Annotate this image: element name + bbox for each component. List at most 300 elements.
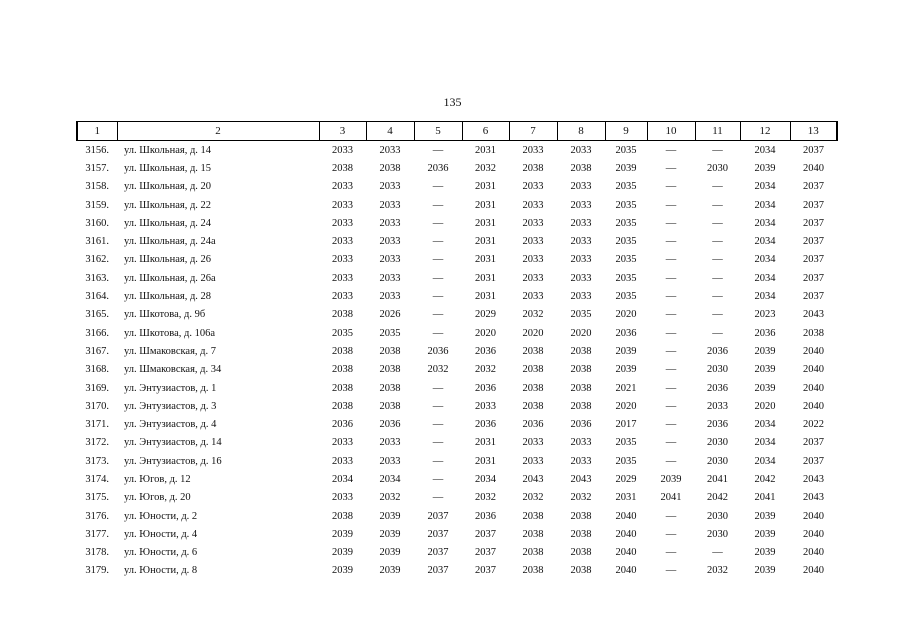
column-header-3: 3 bbox=[319, 122, 366, 141]
year-cell: — bbox=[665, 199, 677, 211]
table-row bbox=[77, 489, 837, 507]
year-cell: 2033 bbox=[379, 437, 401, 449]
year-cell: 2033 bbox=[570, 144, 592, 156]
year-cell: 2030 bbox=[707, 162, 728, 174]
year-cell: 2040 bbox=[803, 364, 824, 376]
table-row bbox=[77, 452, 837, 470]
year-cell: 2039 bbox=[754, 528, 776, 540]
year-cell: 2034 bbox=[475, 473, 496, 485]
year-cell: — bbox=[432, 291, 444, 303]
year-cell: 2040 bbox=[615, 528, 637, 540]
year-cell: 2039 bbox=[754, 547, 776, 559]
year-cell: 2042 bbox=[754, 473, 776, 485]
year-cell: 2020 bbox=[615, 309, 637, 321]
year-cell: 2035 bbox=[615, 437, 637, 449]
address-cell: ул. Энтузиастов, д. 1 bbox=[124, 382, 217, 394]
address-cell: ул. Школьная, д. 28 bbox=[124, 291, 212, 303]
year-cell: 2035 bbox=[615, 181, 637, 193]
year-cell: 2020 bbox=[522, 327, 544, 339]
year-cell: 2038 bbox=[570, 510, 592, 522]
address-cell: ул. Шмаковская, д. 34 bbox=[124, 364, 222, 376]
year-cell: 2035 bbox=[615, 455, 637, 467]
year-cell: 2036 bbox=[475, 419, 496, 431]
year-cell: 2043 bbox=[570, 473, 592, 485]
table-row bbox=[77, 178, 837, 196]
year-cell: 2039 bbox=[754, 565, 776, 577]
column-header-13: 13 bbox=[790, 122, 837, 141]
table-row bbox=[77, 196, 837, 214]
column-header-12: 12 bbox=[740, 122, 790, 141]
year-cell: — bbox=[665, 419, 677, 431]
year-cell: 2030 bbox=[707, 455, 728, 467]
year-cell: 2036 bbox=[615, 327, 637, 339]
table-row bbox=[77, 397, 837, 415]
year-cell: 2033 bbox=[570, 217, 592, 229]
year-cell: 2033 bbox=[332, 455, 353, 467]
table-row bbox=[77, 562, 837, 580]
year-cell: 2036 bbox=[707, 382, 728, 394]
year-cell: 2036 bbox=[475, 345, 496, 357]
row-number-cell: 3179. bbox=[85, 565, 109, 577]
year-cell: 2036 bbox=[707, 419, 728, 431]
year-cell: 2038 bbox=[570, 364, 592, 376]
year-cell: 2033 bbox=[332, 437, 353, 449]
year-cell: 2038 bbox=[570, 565, 592, 577]
year-cell: 2039 bbox=[754, 382, 776, 394]
address-cell: ул. Школьная, д. 15 bbox=[124, 162, 212, 174]
year-cell: 2038 bbox=[332, 309, 353, 321]
year-cell: 2038 bbox=[332, 400, 353, 412]
year-cell: 2040 bbox=[803, 528, 824, 540]
year-cell: 2026 bbox=[379, 309, 401, 321]
year-cell: — bbox=[432, 272, 444, 284]
year-cell: 2034 bbox=[332, 473, 353, 485]
row-number-cell: 3178. bbox=[85, 547, 109, 559]
year-cell: 2038 bbox=[522, 547, 544, 559]
year-cell: — bbox=[665, 565, 677, 577]
year-cell: — bbox=[665, 181, 677, 193]
table-row bbox=[77, 342, 837, 360]
year-cell: — bbox=[432, 473, 444, 485]
year-cell: — bbox=[665, 309, 677, 321]
year-cell: 2034 bbox=[754, 419, 776, 431]
year-cell: 2039 bbox=[754, 162, 776, 174]
table-row bbox=[77, 232, 837, 250]
address-cell: ул. Юности, д. 6 bbox=[124, 547, 198, 559]
year-cell: 2033 bbox=[332, 181, 353, 193]
year-cell: — bbox=[665, 510, 677, 522]
year-cell: — bbox=[432, 144, 444, 156]
year-cell: 2032 bbox=[475, 162, 496, 174]
table-row bbox=[77, 379, 837, 397]
column-header-9: 9 bbox=[605, 122, 647, 141]
data-table-container bbox=[76, 121, 838, 580]
year-cell: — bbox=[432, 236, 444, 248]
year-cell: 2033 bbox=[522, 199, 544, 211]
row-number-cell: 3166. bbox=[85, 327, 109, 339]
year-cell: 2038 bbox=[379, 364, 401, 376]
address-cell: ул. Школьная, д. 24 bbox=[124, 217, 212, 229]
column-header-10: 10 bbox=[647, 122, 695, 141]
table-row bbox=[77, 415, 837, 433]
year-cell: 2038 bbox=[522, 528, 544, 540]
header-row bbox=[77, 122, 837, 141]
row-number-cell: 3170. bbox=[85, 400, 109, 412]
year-cell: 2038 bbox=[570, 547, 592, 559]
year-cell: 2041 bbox=[660, 492, 682, 504]
year-cell: 2042 bbox=[707, 492, 728, 504]
year-cell: 2031 bbox=[475, 254, 496, 266]
year-cell: 2032 bbox=[707, 565, 728, 577]
year-cell: 2033 bbox=[379, 181, 401, 193]
year-cell: 2039 bbox=[332, 547, 353, 559]
address-cell: ул. Шкотова, д. 9б bbox=[124, 309, 206, 321]
column-header-6: 6 bbox=[462, 122, 509, 141]
address-cell: ул. Шкотова, д. 106а bbox=[124, 327, 215, 339]
year-cell: 2033 bbox=[522, 254, 544, 266]
year-cell: — bbox=[432, 455, 444, 467]
table-row bbox=[77, 544, 837, 562]
year-cell: 2043 bbox=[803, 492, 824, 504]
row-number-cell: 3173. bbox=[85, 455, 109, 467]
year-cell: 2035 bbox=[615, 144, 637, 156]
year-cell: 2035 bbox=[615, 291, 637, 303]
table-row bbox=[77, 361, 837, 379]
year-cell: 2035 bbox=[615, 199, 637, 211]
year-cell: 2040 bbox=[615, 547, 637, 559]
table-row bbox=[77, 324, 837, 342]
year-cell: — bbox=[665, 162, 677, 174]
year-cell: 2033 bbox=[332, 236, 353, 248]
table-row bbox=[77, 507, 837, 525]
year-cell: 2036 bbox=[379, 419, 401, 431]
year-cell: 2036 bbox=[522, 419, 544, 431]
year-cell: — bbox=[432, 199, 444, 211]
year-cell: 2033 bbox=[475, 400, 496, 412]
year-cell: 2038 bbox=[379, 162, 401, 174]
year-cell: — bbox=[712, 547, 723, 559]
row-number-cell: 3165. bbox=[85, 309, 109, 321]
address-cell: ул. Энтузиастов, д. 14 bbox=[124, 437, 222, 449]
year-cell: — bbox=[665, 364, 677, 376]
year-cell: 2033 bbox=[332, 272, 353, 284]
year-cell: — bbox=[712, 254, 723, 266]
year-cell: 2038 bbox=[379, 345, 401, 357]
table-row bbox=[77, 470, 837, 488]
year-cell: 2020 bbox=[615, 400, 637, 412]
address-cell: ул. Юности, д. 4 bbox=[124, 528, 198, 540]
year-cell: 2034 bbox=[754, 272, 776, 284]
year-cell: 2017 bbox=[615, 419, 637, 431]
year-cell: 2037 bbox=[803, 236, 824, 248]
year-cell: 2033 bbox=[707, 400, 728, 412]
year-cell: 2039 bbox=[379, 510, 401, 522]
year-cell: 2038 bbox=[522, 565, 544, 577]
table-body bbox=[77, 141, 837, 581]
address-cell: ул. Энтузиастов, д. 16 bbox=[124, 455, 222, 467]
year-cell: 2033 bbox=[522, 291, 544, 303]
year-cell: — bbox=[665, 272, 677, 284]
year-cell: — bbox=[712, 144, 723, 156]
year-cell: 2041 bbox=[754, 492, 776, 504]
year-cell: 2039 bbox=[332, 528, 353, 540]
year-cell: — bbox=[432, 217, 444, 229]
row-number-cell: 3171. bbox=[85, 419, 109, 431]
year-cell: 2040 bbox=[803, 400, 824, 412]
year-cell: 2040 bbox=[803, 162, 824, 174]
address-cell: ул. Энтузиастов, д. 3 bbox=[124, 400, 217, 412]
year-cell: 2033 bbox=[522, 217, 544, 229]
year-cell: — bbox=[432, 419, 444, 431]
year-cell: 2033 bbox=[332, 291, 353, 303]
year-cell: 2034 bbox=[754, 144, 776, 156]
address-cell: ул. Югов, д. 12 bbox=[124, 473, 191, 485]
year-cell: 2034 bbox=[754, 254, 776, 266]
row-number-cell: 3156. bbox=[85, 144, 109, 156]
table-row bbox=[77, 269, 837, 287]
year-cell: 2040 bbox=[803, 382, 824, 394]
year-cell: 2029 bbox=[475, 309, 496, 321]
year-cell: — bbox=[665, 217, 677, 229]
year-cell: 2037 bbox=[803, 455, 824, 467]
year-cell: 2038 bbox=[332, 510, 353, 522]
year-cell: 2033 bbox=[570, 291, 592, 303]
row-number-cell: 3177. bbox=[85, 528, 109, 540]
year-cell: 2034 bbox=[754, 199, 776, 211]
year-cell: 2039 bbox=[754, 345, 776, 357]
year-cell: 2040 bbox=[615, 565, 637, 577]
address-cell: ул. Шмаковская, д. 7 bbox=[124, 345, 217, 357]
row-number-cell: 3172. bbox=[85, 437, 109, 449]
year-cell: 2032 bbox=[570, 492, 592, 504]
year-cell: 2039 bbox=[615, 345, 637, 357]
year-cell: 2031 bbox=[475, 181, 496, 193]
year-cell: 2040 bbox=[803, 345, 824, 357]
year-cell: — bbox=[432, 492, 444, 504]
row-number-cell: 3159. bbox=[85, 199, 109, 211]
table-row bbox=[77, 306, 837, 324]
year-cell: 2033 bbox=[570, 199, 592, 211]
year-cell: 2036 bbox=[475, 510, 496, 522]
year-cell: — bbox=[432, 309, 444, 321]
address-cell: ул. Школьная, д. 26 bbox=[124, 254, 212, 266]
row-number-cell: 3164. bbox=[85, 291, 109, 303]
year-cell: 2041 bbox=[707, 473, 728, 485]
year-cell: — bbox=[712, 291, 723, 303]
year-cell: 2038 bbox=[332, 382, 353, 394]
year-cell: 2037 bbox=[427, 528, 449, 540]
year-cell: 2039 bbox=[379, 528, 401, 540]
year-cell: 2032 bbox=[379, 492, 401, 504]
year-cell: 2033 bbox=[570, 236, 592, 248]
year-cell: 2033 bbox=[379, 199, 401, 211]
year-cell: 2033 bbox=[332, 492, 353, 504]
year-cell: — bbox=[665, 345, 677, 357]
year-cell: 2031 bbox=[475, 272, 496, 284]
year-cell: 2038 bbox=[379, 382, 401, 394]
year-cell: 2040 bbox=[803, 510, 824, 522]
year-cell: 2023 bbox=[754, 309, 776, 321]
year-cell: 2037 bbox=[475, 528, 496, 540]
year-cell: 2034 bbox=[379, 473, 401, 485]
year-cell: 2032 bbox=[522, 492, 544, 504]
year-cell: 2036 bbox=[427, 162, 449, 174]
year-cell: — bbox=[432, 437, 444, 449]
table-row bbox=[77, 141, 837, 160]
year-cell: 2037 bbox=[803, 181, 824, 193]
column-header-1: 1 bbox=[77, 122, 117, 141]
year-cell: 2036 bbox=[332, 419, 353, 431]
year-cell: 2030 bbox=[707, 528, 728, 540]
row-number-cell: 3174. bbox=[85, 473, 109, 485]
address-cell: ул. Школьная, д. 20 bbox=[124, 181, 212, 193]
year-cell: 2030 bbox=[707, 364, 728, 376]
year-cell: 2031 bbox=[615, 492, 637, 504]
row-number-cell: 3168. bbox=[85, 364, 109, 376]
year-cell: 2033 bbox=[522, 437, 544, 449]
year-cell: 2029 bbox=[615, 473, 637, 485]
year-cell: 2039 bbox=[379, 547, 401, 559]
year-cell: 2037 bbox=[803, 144, 824, 156]
row-number-cell: 3157. bbox=[85, 162, 109, 174]
column-header-5: 5 bbox=[414, 122, 462, 141]
year-cell: 2031 bbox=[475, 217, 496, 229]
year-cell: — bbox=[665, 327, 677, 339]
year-cell: 2038 bbox=[332, 162, 353, 174]
year-cell: — bbox=[712, 217, 723, 229]
year-cell: 2040 bbox=[803, 565, 824, 577]
year-cell: — bbox=[665, 455, 677, 467]
year-cell: 2035 bbox=[570, 309, 592, 321]
year-cell: 2037 bbox=[803, 217, 824, 229]
year-cell: — bbox=[665, 144, 677, 156]
address-cell: ул. Югов, д. 20 bbox=[124, 492, 191, 504]
year-cell: 2030 bbox=[707, 510, 728, 522]
year-cell: 2036 bbox=[707, 345, 728, 357]
year-cell: 2039 bbox=[332, 565, 353, 577]
table-row bbox=[77, 159, 837, 177]
year-cell: 2033 bbox=[332, 254, 353, 266]
row-number-cell: 3163. bbox=[85, 272, 109, 284]
table-header bbox=[77, 122, 837, 141]
year-cell: — bbox=[665, 400, 677, 412]
year-cell: 2043 bbox=[522, 473, 544, 485]
year-cell: 2033 bbox=[570, 272, 592, 284]
year-cell: 2039 bbox=[660, 473, 682, 485]
year-cell: 2033 bbox=[570, 437, 592, 449]
year-cell: 2033 bbox=[570, 254, 592, 266]
column-header-11: 11 bbox=[695, 122, 740, 141]
year-cell: 2033 bbox=[332, 144, 353, 156]
year-cell: 2035 bbox=[615, 217, 637, 229]
year-cell: 2040 bbox=[803, 547, 824, 559]
year-cell: 2037 bbox=[427, 547, 449, 559]
year-cell: 2036 bbox=[427, 345, 449, 357]
year-cell: 2038 bbox=[332, 364, 353, 376]
table-row bbox=[77, 214, 837, 232]
year-cell: 2038 bbox=[522, 345, 544, 357]
address-cell: ул. Школьная, д. 26а bbox=[124, 272, 216, 284]
year-cell: 2037 bbox=[475, 547, 496, 559]
year-cell: 2038 bbox=[803, 327, 824, 339]
year-cell: — bbox=[665, 382, 677, 394]
year-cell: 2030 bbox=[707, 437, 728, 449]
year-cell: — bbox=[665, 236, 677, 248]
table-row bbox=[77, 525, 837, 543]
column-header-2: 2 bbox=[117, 122, 319, 141]
row-number-cell: 3162. bbox=[85, 254, 109, 266]
year-cell: — bbox=[432, 382, 444, 394]
year-cell: 2035 bbox=[615, 254, 637, 266]
year-cell: 2033 bbox=[379, 291, 401, 303]
year-cell: 2036 bbox=[570, 419, 592, 431]
year-cell: 2035 bbox=[332, 327, 353, 339]
year-cell: 2038 bbox=[379, 400, 401, 412]
table-row bbox=[77, 434, 837, 452]
year-cell: 2020 bbox=[754, 400, 776, 412]
year-cell: — bbox=[712, 181, 723, 193]
address-cell: ул. Юности, д. 2 bbox=[124, 510, 198, 522]
year-cell: 2038 bbox=[570, 528, 592, 540]
year-cell: 2037 bbox=[803, 254, 824, 266]
year-cell: 2038 bbox=[522, 382, 544, 394]
year-cell: — bbox=[665, 291, 677, 303]
year-cell: 2038 bbox=[522, 510, 544, 522]
year-cell: 2037 bbox=[803, 437, 824, 449]
year-cell: 2033 bbox=[379, 217, 401, 229]
year-cell: 2039 bbox=[754, 364, 776, 376]
year-cell: 2031 bbox=[475, 291, 496, 303]
year-cell: 2033 bbox=[522, 144, 544, 156]
year-cell: 2033 bbox=[379, 272, 401, 284]
year-cell: 2039 bbox=[379, 565, 401, 577]
year-cell: 2034 bbox=[754, 291, 776, 303]
year-cell: 2038 bbox=[570, 382, 592, 394]
year-cell: 2038 bbox=[570, 162, 592, 174]
address-cell: ул. Энтузиастов, д. 4 bbox=[124, 419, 217, 431]
year-cell: — bbox=[665, 254, 677, 266]
year-cell: — bbox=[432, 254, 444, 266]
year-cell: 2033 bbox=[379, 455, 401, 467]
year-cell: 2038 bbox=[332, 345, 353, 357]
year-cell: 2040 bbox=[615, 510, 637, 522]
year-cell: 2031 bbox=[475, 437, 496, 449]
year-cell: — bbox=[665, 528, 677, 540]
column-header-4: 4 bbox=[366, 122, 414, 141]
data-table bbox=[76, 121, 838, 580]
year-cell: 2021 bbox=[615, 382, 637, 394]
year-cell: 2020 bbox=[570, 327, 592, 339]
year-cell: 2031 bbox=[475, 455, 496, 467]
address-cell: ул. Школьная, д. 24а bbox=[124, 236, 216, 248]
year-cell: 2037 bbox=[427, 510, 449, 522]
year-cell: 2038 bbox=[522, 162, 544, 174]
year-cell: — bbox=[712, 309, 723, 321]
year-cell: 2039 bbox=[615, 364, 637, 376]
page-number: 135 bbox=[443, 95, 462, 109]
year-cell: 2033 bbox=[570, 455, 592, 467]
row-number-cell: 3169. bbox=[85, 382, 109, 394]
year-cell: 2037 bbox=[803, 199, 824, 211]
row-number-cell: 3161. bbox=[85, 236, 109, 248]
year-cell: 2033 bbox=[332, 199, 353, 211]
year-cell: 2033 bbox=[522, 236, 544, 248]
year-cell: 2033 bbox=[332, 217, 353, 229]
year-cell: 2033 bbox=[570, 181, 592, 193]
year-cell: 2034 bbox=[754, 455, 776, 467]
year-cell: 2037 bbox=[427, 565, 449, 577]
address-cell: ул. Школьная, д. 14 bbox=[124, 144, 212, 156]
